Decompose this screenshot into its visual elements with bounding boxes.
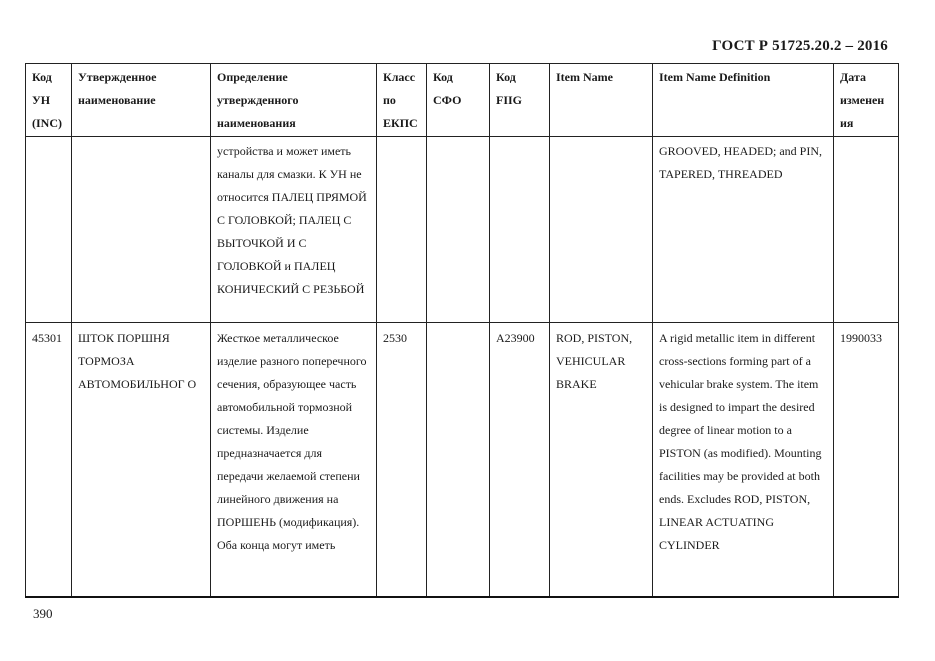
col-header-fiig: Код FIIG	[490, 64, 550, 137]
table-header-row	[26, 64, 899, 137]
cell-item-name-definition: A rigid metallic item in different cross-sections forming part of a vehicular brake system. The item is designed to impart the desired degree of linear motion to a PISTON (as modified). Mounting facilities may be provided at both ends. Excludes ROD, PISTON, LINEAR ACTUATING CYLINDER	[653, 323, 834, 598]
cell-sfo	[427, 137, 490, 323]
page-number: 390	[33, 606, 53, 621]
cell-definition: Жесткое металлическое изделие разного поперечного сечения, образующее часть автомобильной тормозной системы. Изделие предназначается для передачи желаемой степени линейного движения на ПОРШЕНЬ (модификация). Оба конца могут иметь	[211, 323, 377, 598]
cell-class	[377, 137, 427, 323]
cell-item-name: ROD, PISTON, VEHICULAR BRAKE	[550, 323, 653, 598]
cell-definition: устройства и может иметь каналы для смазки. К УН не относится ПАЛЕЦ ПРЯМОЙ С ГОЛОВКОЙ; ПАЛЕЦ С ВЫТОЧКОЙ И С ГОЛОВКОЙ и ПАЛЕЦ КОНИЧЕСКИЙ С РЕЗЬБОЙ	[211, 137, 377, 323]
document-standard-number: ГОСТ Р 51725.20.2 – 2016	[712, 38, 888, 54]
col-header-item-name: Item Name	[550, 64, 653, 137]
cell-fiig	[490, 137, 550, 323]
cell-class: 2530	[377, 323, 427, 598]
col-header-item-name-definition: Item Name Definition	[653, 64, 834, 137]
cell-date	[834, 137, 899, 323]
cell-date: 1990033	[834, 323, 899, 598]
cell-approved-name: ШТОК ПОРШНЯ ТОРМОЗА АВТОМОБИЛЬНОГ О	[72, 323, 211, 598]
cell-sfo	[427, 323, 490, 598]
cell-approved-name	[72, 137, 211, 323]
col-header-class: Класс по ЕКПС	[377, 64, 427, 137]
table-row	[26, 137, 899, 323]
col-header-date: Дата изменен ия	[834, 64, 899, 137]
col-header-inc: Код УН (INC)	[26, 64, 72, 137]
classifier-table	[25, 63, 899, 598]
cell-inc: 45301	[26, 323, 72, 598]
cell-fiig: A23900	[490, 323, 550, 598]
table-row	[26, 323, 899, 598]
col-header-approved-name: Утвержденное наименование	[72, 64, 211, 137]
cell-inc	[26, 137, 72, 323]
cell-item-name-definition: GROOVED, HEADED; and PIN, TAPERED, THREADED	[653, 137, 834, 323]
cell-item-name	[550, 137, 653, 323]
col-header-definition: Определение утвержденного наименования	[211, 64, 377, 137]
col-header-sfo: Код СФО	[427, 64, 490, 137]
